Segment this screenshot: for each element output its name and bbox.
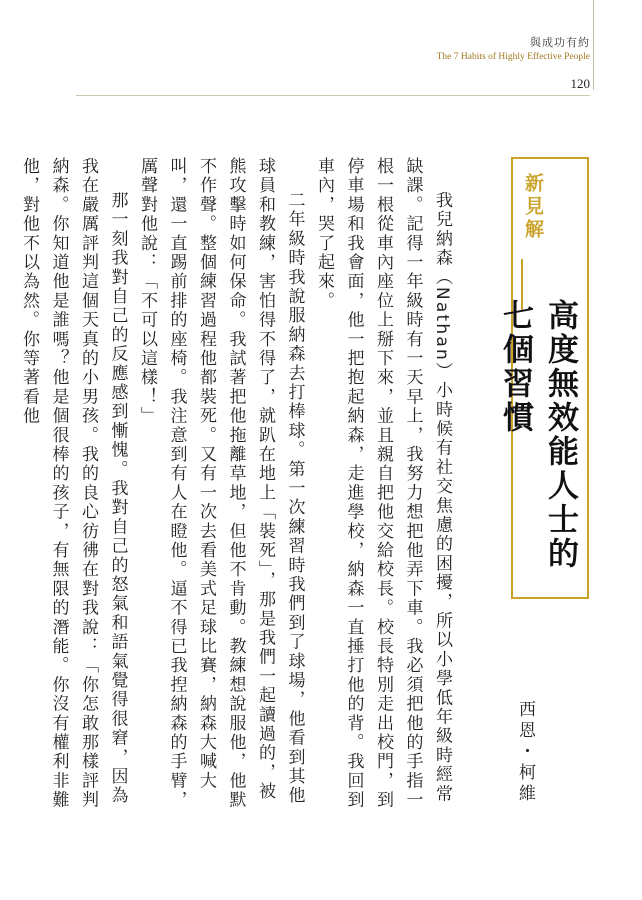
header-rule <box>76 95 590 96</box>
body-text <box>19 157 456 819</box>
feature-title: 高度無效能人士的七個習慣 <box>497 299 578 571</box>
body-paragraph-2: 二年級時我說服納森去打棒球。第一次練習時我們到了球場，他看到其他球員和教練，害怕得不得了，就趴在地上「裝死」，那是我們一起讀過的，被熊攻擊時如何保命。我試著把他拖離草地，但他不肯動。教練想說服他，他默不作聲。整個練習過程他都裝死。又有一次去看美式足球比賽，納森大喊大叫，還一直踢前排的座椅。我注意到有人在瞪他。逼不得已我揑納森的手臂，厲聲對他說：「不可以這樣！」 <box>137 157 305 810</box>
page-number: 120 <box>570 76 590 91</box>
book-title-en: The 7 Habits of Highly Effective People <box>436 52 590 62</box>
feature-author: 西恩・柯維 <box>515 700 535 805</box>
body-paragraph-3: 那一刻我對自己的反應感到慚愧。我對自己的怒氣和語氣覺得很窘，因為我在嚴厲評判這個天真的小男孩。我的良心彷彿在對我說：「你怎敢那樣評判納森。你知道他是誰嗎？他是個很棒的孩子，有無限的潛能。你沒有權利非難他，對他不以為然。你等著看他 <box>19 157 128 810</box>
body-paragraph-1: 我兒納森（Nathan）小時候有社交焦慮的困擾，所以小學低年級時經常缺課。記得一年級時有一天早上，我努力想把他弄下車。我必須把他的手指一根一根從車內座位上掰下來，並且親自把他交給校長。校長特別走出校門，到停車場和我會面，他一把抱起納森，走進學校，納森一直捶打他的背。我回到車內，哭了起來。 <box>314 157 452 810</box>
page-edge-line <box>593 0 594 90</box>
running-header <box>437 36 590 64</box>
book-title-zh: 與成功有約 <box>530 36 590 49</box>
feature-label: 新見解 <box>522 173 544 242</box>
feature-title-box <box>497 157 589 599</box>
